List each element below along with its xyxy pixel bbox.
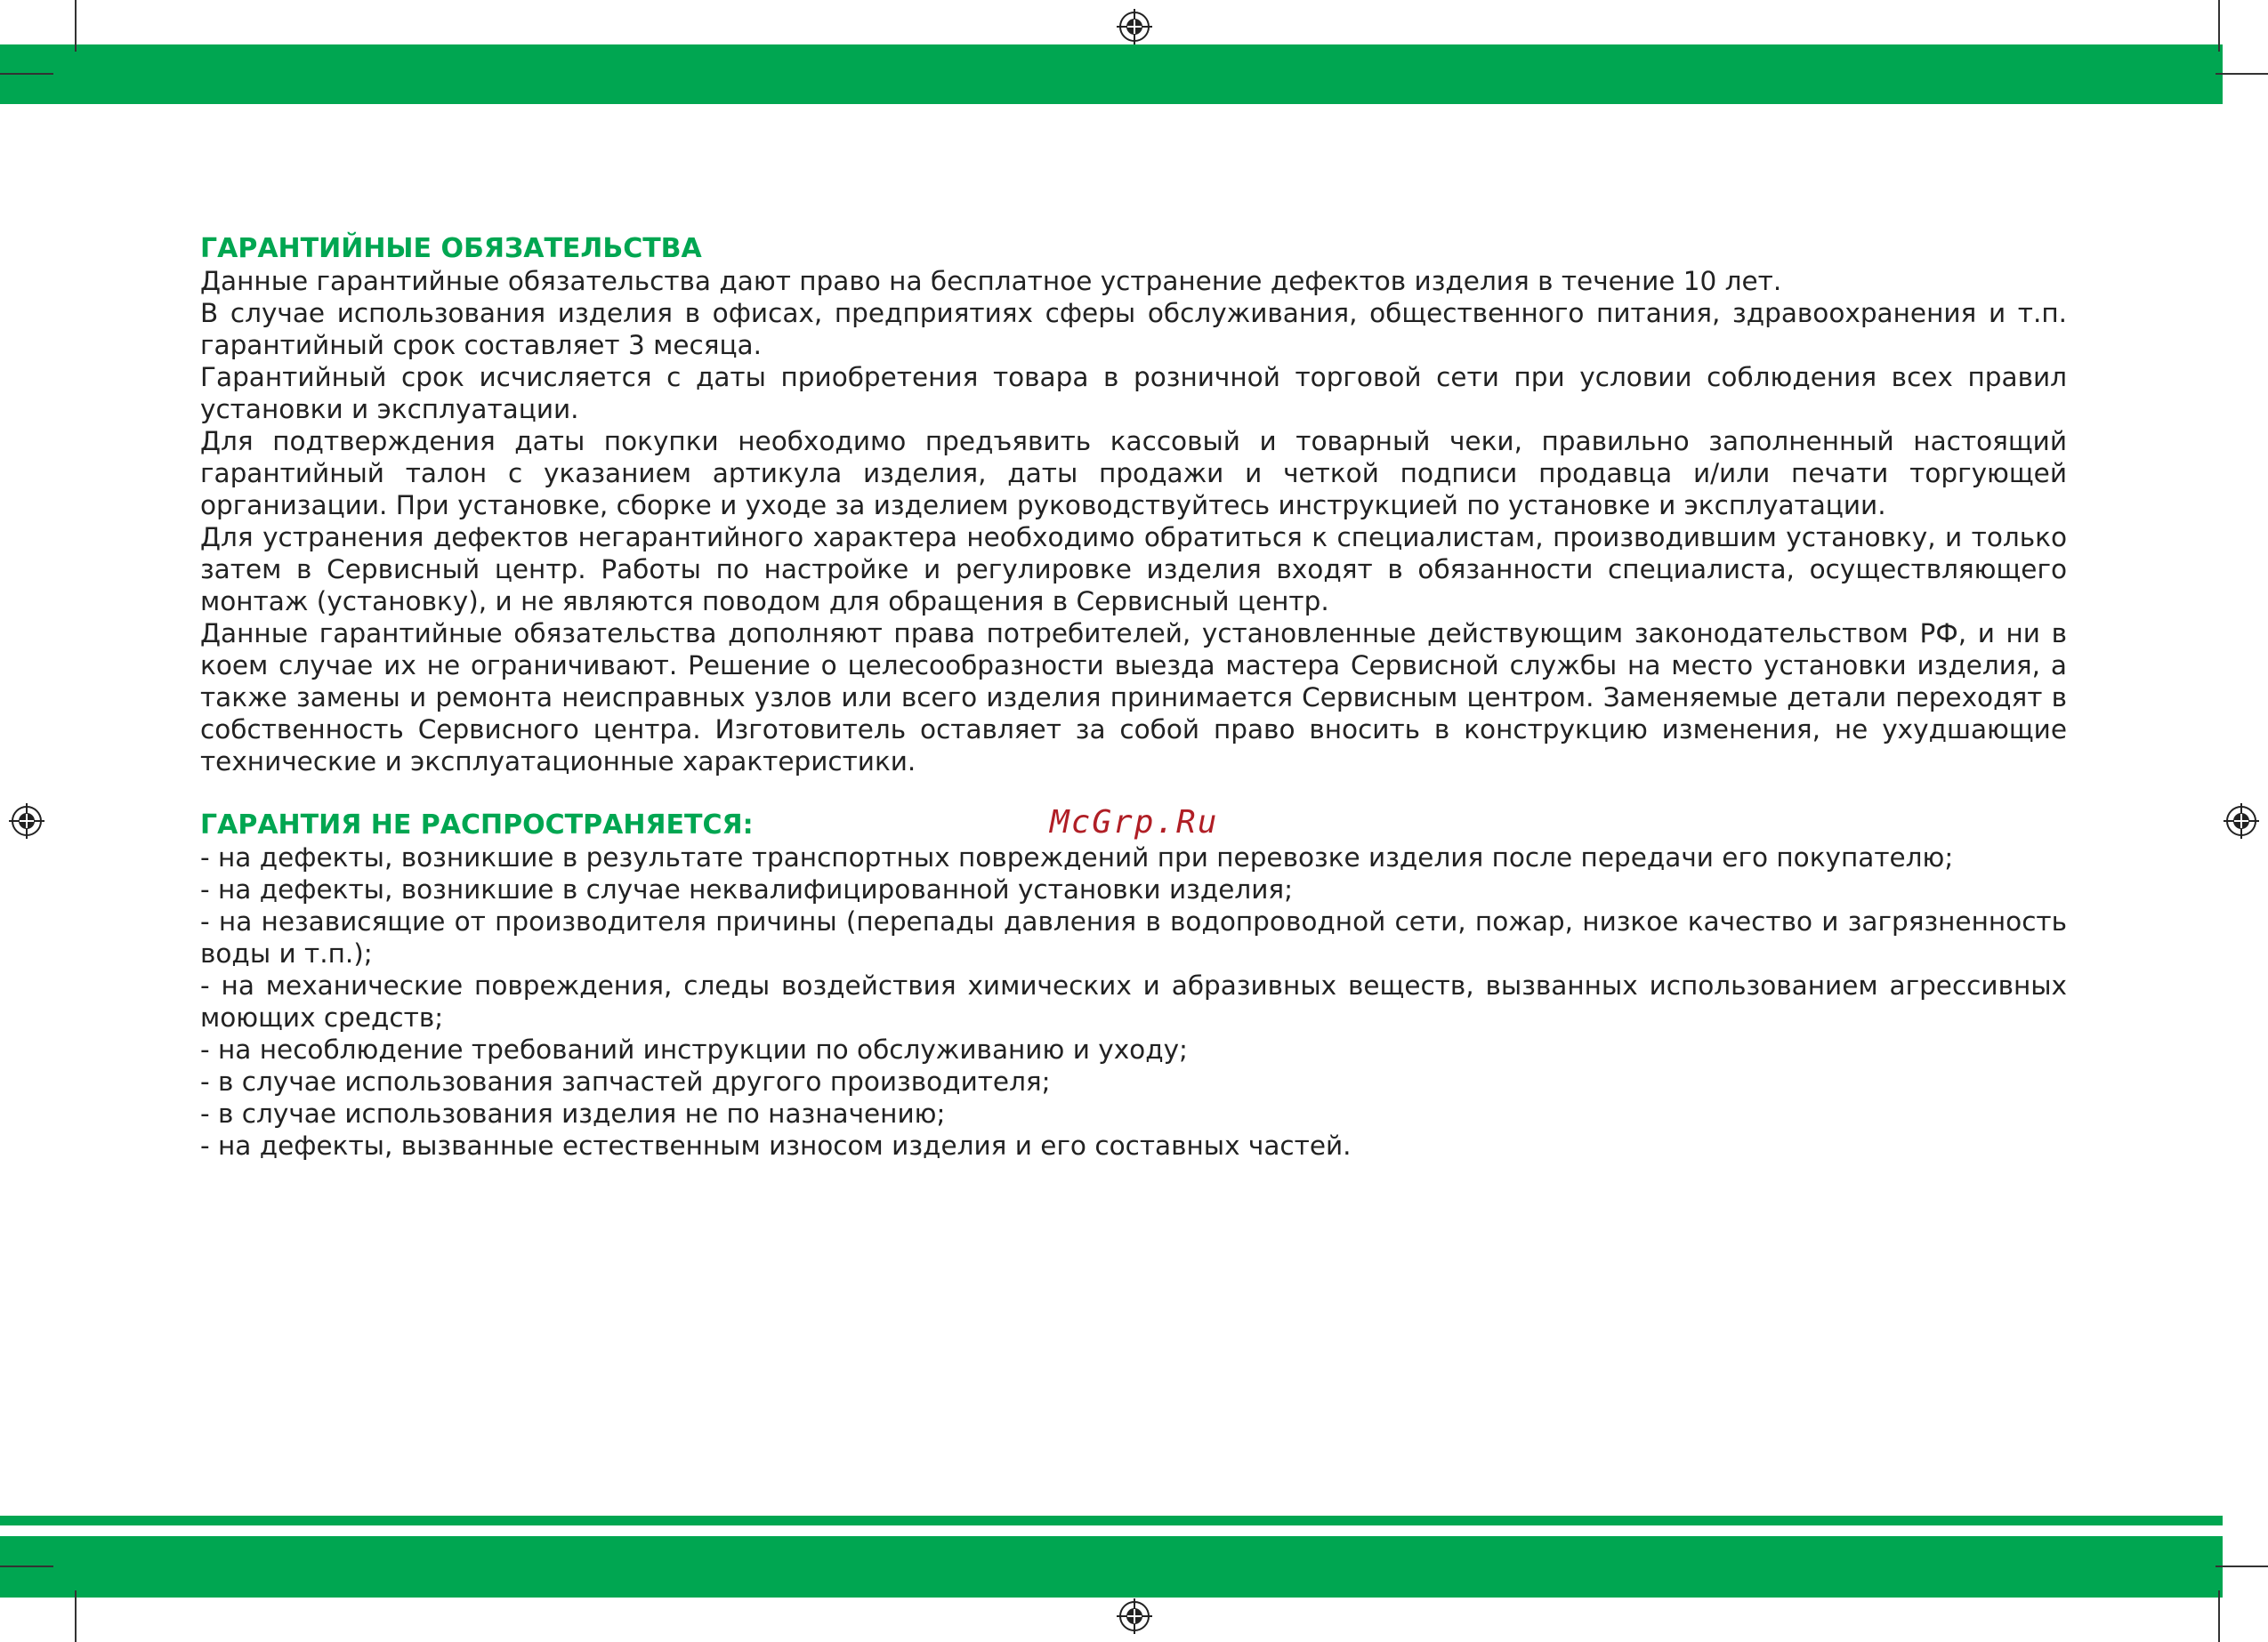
exclusion-item: - на дефекты, возникшие в результате транспортных повреждений при перевозке изделия после передачи его покупателю; bbox=[200, 842, 1954, 873]
bottom-green-stripe bbox=[0, 1516, 2223, 1525]
exclusion-item: - на независящие от производителя причины (перепады давления в водопроводной сети, пожар, низкое качество и загрязненность воды и т.п.); bbox=[200, 906, 2067, 969]
crop-mark bbox=[2218, 0, 2220, 52]
exclusion-item: - на дефекты, возникшие в случае неквалифицированной установки изделия; bbox=[200, 874, 1294, 905]
document-body bbox=[200, 233, 2067, 1162]
crop-mark bbox=[2216, 1566, 2268, 1567]
warranty-paragraph: Данные гарантийные обязательства дополняют права потребителей, установленные действующим законодательством РФ, и ни в коем случае их не ограничивают. Решение о целесообразности выезда мастера Сервисной службы на место установки изделия, а также замены и ремонта неисправных узлов или всего изделия принимается Сервисным центром. Заменяемые детали переходят в собственность Сервисного центра. Изготовитель оставляет за собой право вносить в конструкцию изменения, не ухудшающие технические и эксплуатационные характеристики. bbox=[200, 618, 2067, 777]
registration-mark-icon bbox=[2224, 803, 2259, 839]
crop-mark bbox=[2218, 1590, 2220, 1642]
watermark-text: McGrp.Ru bbox=[1050, 804, 1219, 841]
top-green-band bbox=[0, 44, 2223, 104]
warranty-paragraph: В случае использования изделия в офисах, предприятиях сферы обслуживания, общественного питания, здравоохранения и т.п. гарантийный срок составляет 3 месяца. bbox=[200, 298, 2067, 360]
crop-mark bbox=[2216, 73, 2268, 75]
exclusion-item: - в случае использования изделия не по назначению; bbox=[200, 1099, 946, 1129]
exclusion-item: - на механические повреждения, следы воздействия химических и абразивных веществ, вызванных использованием агрессивных моющих средств; bbox=[200, 970, 2067, 1033]
exclusion-item: - на несоблюдение требований инструкции по обслуживанию и уходу; bbox=[200, 1034, 1188, 1065]
exclusion-item: - в случае использования запчастей другого производителя; bbox=[200, 1066, 1051, 1097]
exclusions-heading: ГАРАНТИЯ НЕ РАСПРОСТРАНЯЕТСЯ: bbox=[200, 809, 754, 841]
warranty-paragraph: Для устранения дефектов негарантийного характера необходимо обратиться к специалистам, производившим установку, и только затем в Сервисный центр. Работы по настройке и регулировке изделия входят в обязанности специалиста, осуществляющего монтаж (установку), и не являются поводом для обращения в Сервисный центр. bbox=[200, 522, 2067, 616]
registration-mark-icon bbox=[1117, 1598, 1152, 1634]
warranty-paragraph: Для подтверждения даты покупки необходимо предъявить кассовый и товарный чеки, правильно заполненный настоящий гарантийный талон с указанием артикула изделия, даты продажи и четкой подписи продавца и/или печати торгующей организации. При установке, сборке и уходе за изделием руководствуйтесь инструкцией по установке и эксплуатации. bbox=[200, 426, 2067, 520]
bottom-green-band bbox=[0, 1536, 2223, 1598]
exclusion-item: - на дефекты, вызванные естественным износом изделия и его составных частей. bbox=[200, 1131, 1352, 1161]
warranty-paragraph: Данные гарантийные обязательства дают право на бесплатное устранение дефектов изделия в течение 10 лет. bbox=[200, 266, 1782, 296]
crop-mark bbox=[75, 0, 77, 52]
registration-mark-icon bbox=[9, 803, 44, 839]
warranty-heading: ГАРАНТИЙНЫЕ ОБЯЗАТЕЛЬСТВА bbox=[200, 233, 702, 264]
warranty-paragraph: Гарантийный срок исчисляется с даты приобретения товара в розничной торговой сети при условии соблюдения всех правил установки и эксплуатации. bbox=[200, 362, 2067, 424]
registration-mark-icon bbox=[1117, 9, 1152, 44]
crop-mark bbox=[75, 1590, 77, 1642]
crop-mark bbox=[0, 1566, 53, 1567]
crop-mark bbox=[0, 73, 53, 75]
